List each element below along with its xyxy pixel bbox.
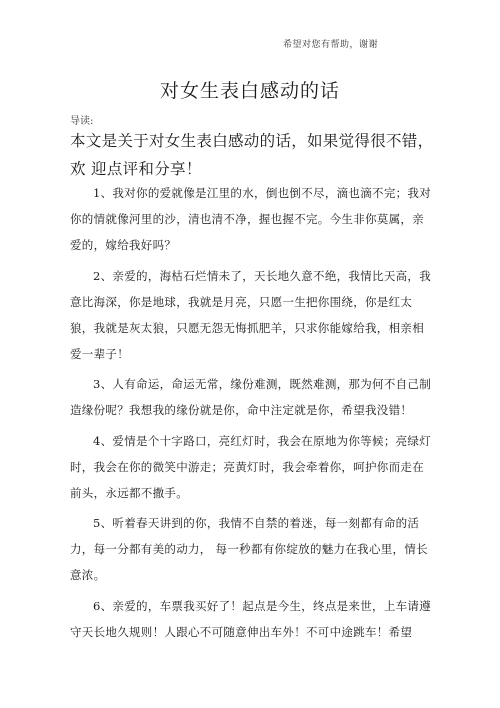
article-body (70, 180, 433, 649)
paragraph: 4、爱情是个十字路口，亮红灯时，我会在原地为你等候；亮绿灯时，我会在你的微笑中游走；亮黄灯时，我会牵着你，呵护你而走在前头，永远都不撒手。 (70, 433, 432, 500)
paragraph: 6、亲爱的，车票我买好了！起点是今生，终点是来世，上车请遵守天长地久规则！人跟心不可随意伸出车外！不可中途跳车！希望 (70, 598, 432, 639)
paragraph: 1、我对你的爱就像是江里的水，倒也倒不尽，滴也滴不完；我对你的情就像河里的沙，清也清不净，握也握不完。今生非你莫属，亲爱的，嫁给我好吗？ (70, 186, 432, 252)
paragraph: 3、人有命运，命运无常，缘份难测，既然难测，那为何不自己制造缘份呢？我想我的缘份就是你，命中注定就是你，希望我没错！ (70, 377, 432, 417)
lead-label: 导读: (70, 116, 94, 127)
paragraph: 5、听着春天讲到的你，我情不自禁的着迷，每一刻都有命的活力，每一分都有美的动力， 每一秒都有你绽放的魅力在我心里，情长意浓。 (70, 516, 428, 582)
paragraph: 2、亲爱的，海枯石烂情未了，天长地久意不绝，我情比天高，我意比海深，你是地球，我就是月亮，只愿一生把你围绕，你是红太狼，我就是灰太狼，只愿无怨无悔抓肥羊，只求你能嫁给我，相亲相爱一辈子！ (70, 268, 432, 361)
page-title: 对女生表白感动的话 (159, 80, 340, 102)
intro-text: 本文是关于对女生表白感动的话，如果觉得很不错，欢 迎点评和分享！ (70, 132, 434, 178)
header-note: 希望对您有帮助，谢谢 (283, 40, 379, 50)
